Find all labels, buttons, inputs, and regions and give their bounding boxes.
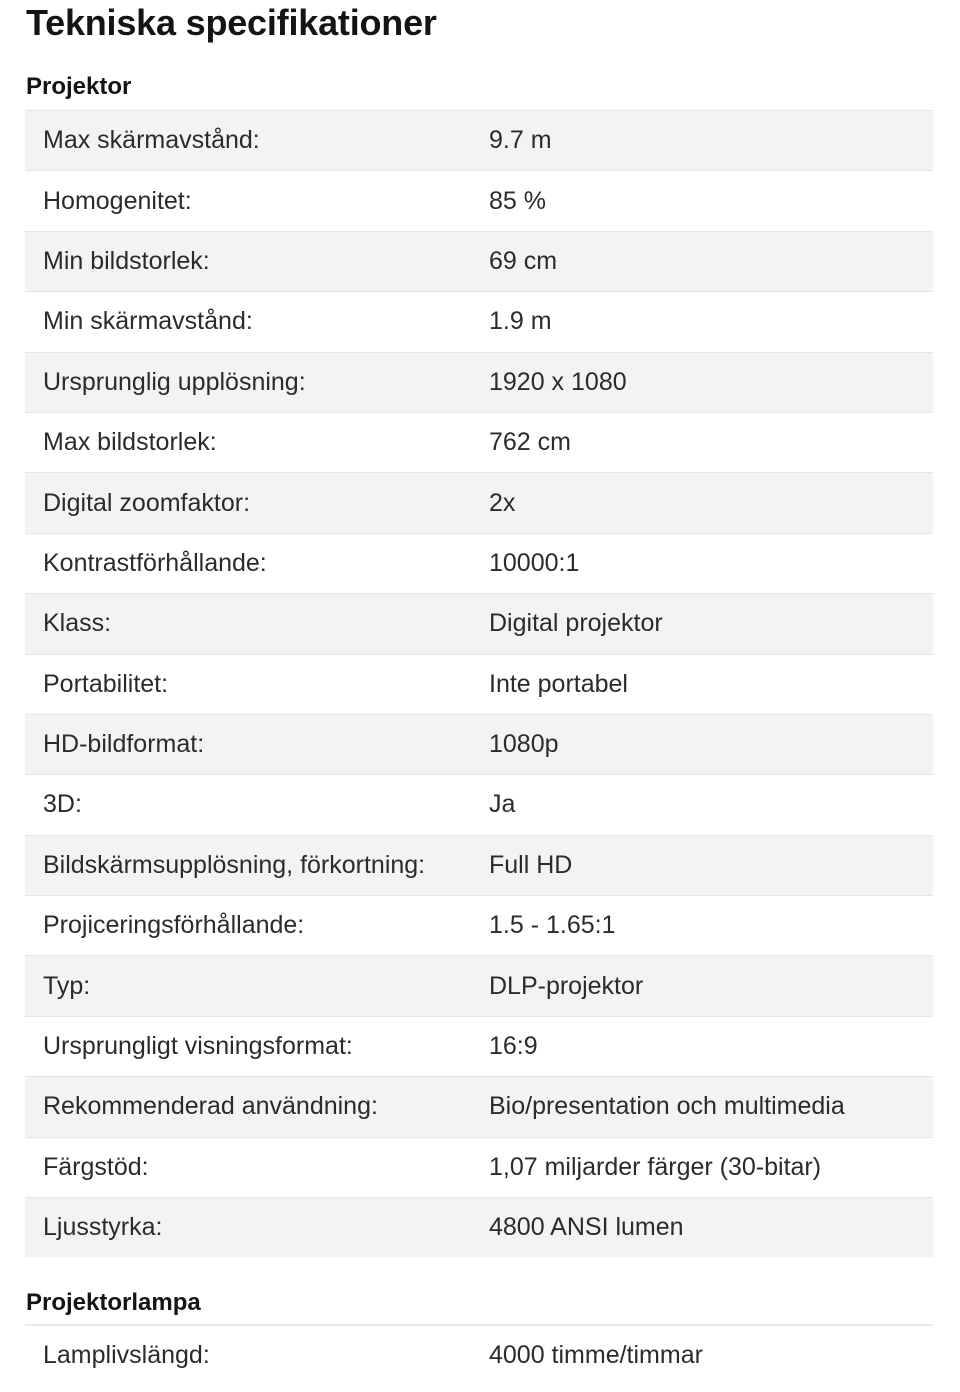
spec-value: 10000:1 — [489, 548, 580, 577]
spec-label: Portabilitet: — [43, 669, 169, 698]
spec-value: Ja — [489, 790, 516, 819]
spec-value: 1080p — [489, 730, 559, 759]
section-title-projektorlampa: Projektorlampa — [26, 1289, 201, 1316]
spec-value: Full HD — [489, 850, 573, 879]
spec-label: Bildskärmsupplösning, förkortning: — [43, 850, 426, 879]
spec-row — [25, 1016, 933, 1076]
specs-table-projektor — [25, 110, 933, 1257]
spec-label: Min bildstorlek: — [43, 246, 210, 275]
spec-value: 4000 timme/timmar — [489, 1340, 703, 1369]
spec-label: Min skärmavstånd: — [43, 307, 253, 336]
spec-row — [25, 654, 933, 714]
spec-label: Typ: — [43, 971, 91, 1000]
spec-row — [25, 1076, 933, 1136]
spec-label: Ursprungligt visningsformat: — [43, 1032, 353, 1061]
spec-value: 1920 x 1080 — [489, 367, 627, 396]
spec-row — [25, 412, 933, 472]
spec-label: Max bildstorlek: — [43, 428, 217, 457]
spec-row — [25, 1324, 933, 1384]
spec-value: 16:9 — [489, 1032, 538, 1061]
spec-value: 1.5 - 1.65:1 — [489, 911, 616, 940]
spec-row — [25, 1197, 933, 1257]
spec-label: Homogenitet: — [43, 186, 192, 215]
spec-label: Rekommenderad användning: — [43, 1092, 378, 1121]
spec-value: 85 % — [489, 186, 546, 215]
spec-value: 1,07 miljarder färger (30-bitar) — [489, 1152, 822, 1181]
spec-label: Projiceringsförhållande: — [43, 911, 305, 940]
specs-table-projektorlampa — [25, 1324, 933, 1384]
spec-value: 9.7 m — [489, 126, 552, 155]
spec-row — [25, 593, 933, 653]
spec-label: Digital zoomfaktor: — [43, 488, 251, 517]
spec-row — [25, 472, 933, 532]
spec-label: Lamplivslängd: — [43, 1340, 210, 1369]
spec-row — [25, 533, 933, 593]
spec-value: Bio/presentation och multimedia — [489, 1092, 845, 1121]
spec-row — [25, 895, 933, 955]
spec-row — [25, 231, 933, 291]
spec-label: Kontrastförhållande: — [43, 548, 267, 577]
spec-row — [25, 291, 933, 351]
spec-row — [25, 352, 933, 412]
spec-label: Klass: — [43, 609, 112, 638]
spec-row — [25, 835, 933, 895]
spec-row — [25, 774, 933, 834]
spec-label: Ursprunglig upplösning: — [43, 367, 306, 396]
spec-row — [25, 110, 933, 170]
spec-label: Färgstöd: — [43, 1152, 149, 1181]
page-title: Tekniska specifikationer — [26, 2, 437, 43]
spec-label: HD-bildformat: — [43, 730, 205, 759]
spec-label: Max skärmavstånd: — [43, 126, 260, 155]
section-title-projektor: Projektor — [26, 73, 132, 100]
spec-row — [25, 714, 933, 774]
spec-value: 1.9 m — [489, 307, 552, 336]
spec-value: 4800 ANSI lumen — [489, 1213, 684, 1242]
spec-value: 2x — [489, 488, 516, 517]
spec-value: DLP-projektor — [489, 971, 644, 1000]
spec-label: 3D: — [43, 790, 82, 819]
spec-label: Ljusstyrka: — [43, 1213, 163, 1242]
spec-row — [25, 1137, 933, 1197]
spec-value: Digital projektor — [489, 609, 663, 638]
spec-row — [25, 955, 933, 1015]
spec-value: Inte portabel — [489, 669, 628, 698]
spec-value: 762 cm — [489, 428, 571, 457]
spec-row — [25, 170, 933, 230]
spec-value: 69 cm — [489, 246, 558, 275]
